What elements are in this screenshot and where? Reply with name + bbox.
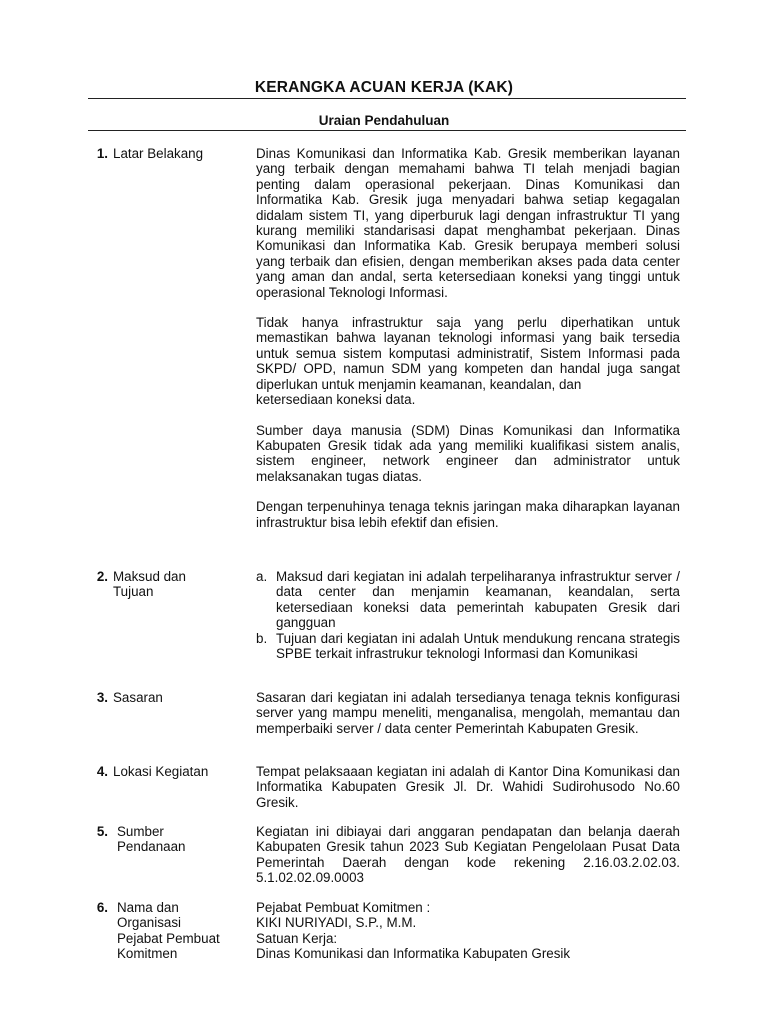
paragraph-line: Tidak hanya infrastruktur saja yang perlu diperhatikan untuk memastikan bahwa layanan teknologi informasi yang baik tersedia untuk semua sistem komputasi administratif, Sistem Informasi pada SKPD/ OPD, namun SDM yang kompeten dan handal juga sangat diperlukan untuk menjamin keamanan, keandalan, dan — [256, 315, 680, 392]
section-3-body — [256, 690, 680, 736]
document-title: KERANGKA ACUAN KERJA (KAK) — [254, 79, 514, 96]
section-4-body — [256, 764, 680, 810]
official-name: KIKI NURIYADI, S.P., M.M. — [256, 915, 417, 931]
work-unit-label: Satuan Kerja: — [256, 930, 338, 946]
section-4-label: Lokasi Kegiatan — [113, 764, 209, 779]
paragraph: Tempat pelaksaaan kegiatan ini adalah di Kantor Dina Komunikasi dan Informatika Kabupaten Gresik Jl. Dr. Wahidi Sudirohusodo No.60 Gresik. — [256, 764, 680, 810]
paragraph: Sasaran dari kegiatan ini adalah tersedianya tenaga teknis konfigurasi server yang mampu meneliti, menganalisa, mengolah, memantau dan memperbaiki server / data center Pemerintah Kabupaten Gresik. — [256, 690, 680, 736]
work-unit-name: Dinas Komunikasi dan Informatika Kabupaten Gresik — [256, 946, 571, 962]
list-item — [256, 569, 680, 631]
paragraph: Kegiatan ini dibiayai dari anggaran pendapatan dan belanja daerah Kabupaten Gresik tahun 2023 Sub Kegiatan Pengelolaan Pusat Data Pemerintah Daerah dengan kode rekening 2.16.03.2.02.03. 5.1.02.02.09.0003 — [256, 824, 680, 886]
section-1-label: Latar Belakang — [113, 146, 204, 161]
section-2-number: 2. — [96, 569, 108, 584]
section-2-body — [256, 569, 680, 661]
paragraph: Dinas Komunikasi dan Informatika Kab. Gresik memberikan layanan yang terbaik dengan memahami bahwa TI telah menjadi bagian penting dalam operasional pekerjaan. Dinas Komunikasi dan Informatika Kab. Gresik juga menyadari bahwa setiap kegagalan didalam sistem TI, yang diperburuk lagi dengan infrastruktur TI yang kurang memiliki standarisasi dapat menghambat pekerjaan. Dinas Komunikasi dan Informatika Kab. Gresik berupaya memberi solusi yang terbaik dan efisien, dengan memberikan akses pada data center yang aman dan andal, serta ketersediaan koneksi yang tinggi untuk operasional Teknologi Informasi. — [256, 146, 680, 300]
title-underline — [88, 98, 686, 99]
paragraph — [256, 315, 680, 407]
list-text: Maksud dari kegiatan ini adalah terpeliharanya infrastruktur server / data center dan menjamin keamanan, keandalan, serta ketersediaan koneksi data pemerintah kabupaten Gresik dari gangguan — [276, 569, 680, 631]
official-title: Pejabat Pembuat Komitmen : — [256, 900, 431, 915]
paragraph: Sumber daya manusia (SDM) Dinas Komunikasi dan Informatika Kabupaten Gresik tidak ada yang memiliki kualifikasi sistem analis, sistem engineer, network engineer dan administrator untuk melaksanakan tugas diatas. — [256, 422, 680, 484]
section-4-number: 4. — [96, 764, 108, 779]
section-2-label: Maksud dan Tujuan — [113, 569, 186, 600]
list-text: Tujuan dari kegiatan ini adalah Untuk mendukung rencana strategis SPBE terkait infrastrukur teknologi Informasi dan Komunikasi — [276, 630, 680, 662]
section-6-body — [256, 900, 680, 962]
document-subtitle: Uraian Pendahuluan — [318, 113, 450, 128]
paragraph: Dengan terpenuhinya tenaga teknis jaringan maka diharapkan layanan infrastruktur bisa lebih efektif dan efisien. — [256, 499, 680, 530]
section-5-body — [256, 824, 680, 886]
paragraph-line: ketersediaan koneksi data. — [256, 392, 416, 408]
list-item — [256, 631, 680, 662]
section-6-label: Nama dan Organisasi Pejabat Pembuat Komitmen — [117, 900, 220, 962]
section-1-number: 1. — [96, 146, 108, 161]
section-3-number: 3. — [96, 690, 108, 705]
section-5-label: Sumber Pendanaan — [117, 824, 186, 855]
section-5-number: 5. — [96, 824, 108, 839]
subtitle-underline — [88, 130, 686, 131]
section-3-label: Sasaran — [113, 690, 163, 705]
list-marker: b. — [256, 630, 268, 646]
section-1-body — [256, 146, 680, 530]
list-marker: a. — [256, 569, 268, 584]
section-6-number: 6. — [96, 900, 108, 915]
